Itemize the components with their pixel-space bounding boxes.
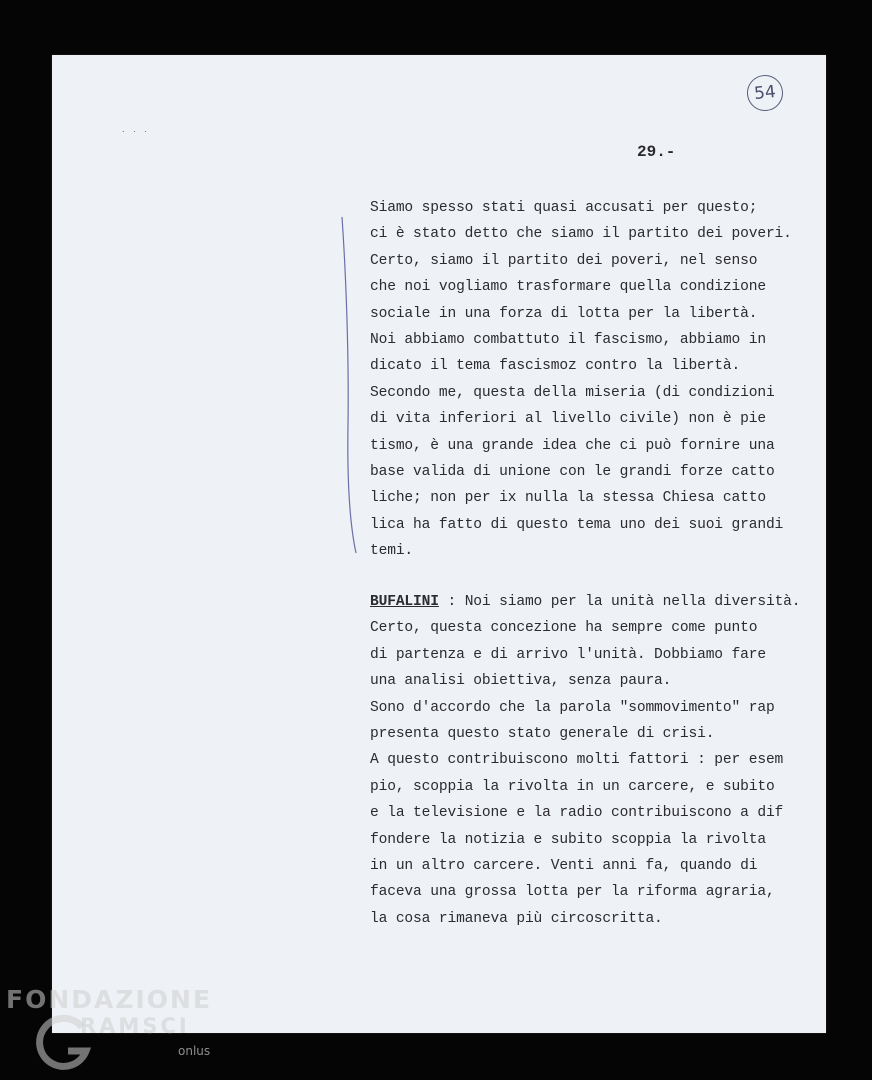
paragraph-2-line: e la televisione e la radio contribuiscono a dif — [370, 805, 784, 822]
corner-marks: . . . — [122, 125, 150, 134]
watermark-line-1: FONDAZIONE — [6, 985, 213, 1014]
paragraph-2-line: pio, scoppia la rivolta in un carcere, e subito — [370, 778, 775, 795]
document-page — [52, 55, 826, 1033]
paragraph-1-line: Certo, siamo il partito dei poveri, nel senso — [370, 252, 758, 269]
paragraph-1-line: ci è stato detto che siamo il partito dei poveri. — [370, 226, 792, 243]
paragraph-1-line: tismo, è una grande idea che ci può fornire una — [370, 437, 775, 454]
paragraph-2-line: in un altro carcere. Venti anni fa, quando di — [370, 858, 758, 875]
watermark-subtitle: onlus — [178, 1044, 211, 1058]
paragraph-1 — [370, 195, 792, 565]
page-number: 29.- — [637, 143, 676, 161]
paragraph-2-line: fondere la notizia e subito scoppia la rivolta — [370, 831, 766, 848]
paragraph-1-line: base valida di unione con le grandi forze catto — [370, 464, 775, 481]
paragraph-1-line: lica ha fatto di questo tema uno dei suoi grandi — [370, 516, 784, 533]
paragraph-2 — [370, 589, 800, 932]
paragraph-2-line: A questo contribuiscono molti fattori : per esem — [370, 752, 784, 769]
speaker-line-rest: : Noi siamo per la unità nella diversità. — [438, 594, 801, 610]
paragraph-1-line: Noi abbiamo combattuto il fascismo, abbiamo in — [370, 332, 766, 349]
paragraph-2-line: Sono d'accordo che la parola "sommovimento" rap — [370, 699, 775, 716]
speaker-name: BUFALINI — [370, 594, 439, 610]
paragraph-2-line: una analisi obiettiva, senza paura. — [370, 673, 672, 690]
paragraph-1-line: che noi vogliamo trasformare quella condizione — [370, 279, 766, 296]
paragraph-1-line: di vita inferiori al livello civile) non è pie — [370, 411, 766, 428]
watermark-line-2: RAMSCI — [80, 1014, 190, 1038]
archive-page-number: 54 — [745, 73, 785, 113]
paragraph-2-line: Certo, questa concezione ha sempre come punto — [370, 620, 758, 637]
paragraph-1-line: sociale in una forza di lotta per la libertà. — [370, 305, 758, 322]
paragraph-1-line: temi. — [370, 543, 414, 560]
paragraph-1-line: Siamo spesso stati quasi accusati per questo; — [370, 200, 758, 216]
foundation-watermark-logo — [2, 985, 232, 1075]
paragraph-2-line: faceva una grossa lotta per la riforma agraria, — [370, 884, 775, 901]
margin-pen-mark — [340, 215, 360, 555]
paragraph-1-line: dicato il tema fascismoz contro la libertà. — [370, 358, 741, 375]
paragraph-2-line: la cosa rimaneva più circoscritta. — [370, 910, 663, 927]
speaker-line — [370, 589, 800, 615]
paragraph-1-line: liche; non per ix nulla la stessa Chiesa catto — [370, 490, 766, 507]
paragraph-2-line: di partenza e di arrivo l'unità. Dobbiamo fare — [370, 646, 766, 663]
paragraph-1-line: Secondo me, questa della miseria (di condizioni — [370, 384, 775, 401]
paragraph-2-body — [370, 615, 800, 932]
paragraph-2-line: presenta questo stato generale di crisi. — [370, 726, 715, 743]
